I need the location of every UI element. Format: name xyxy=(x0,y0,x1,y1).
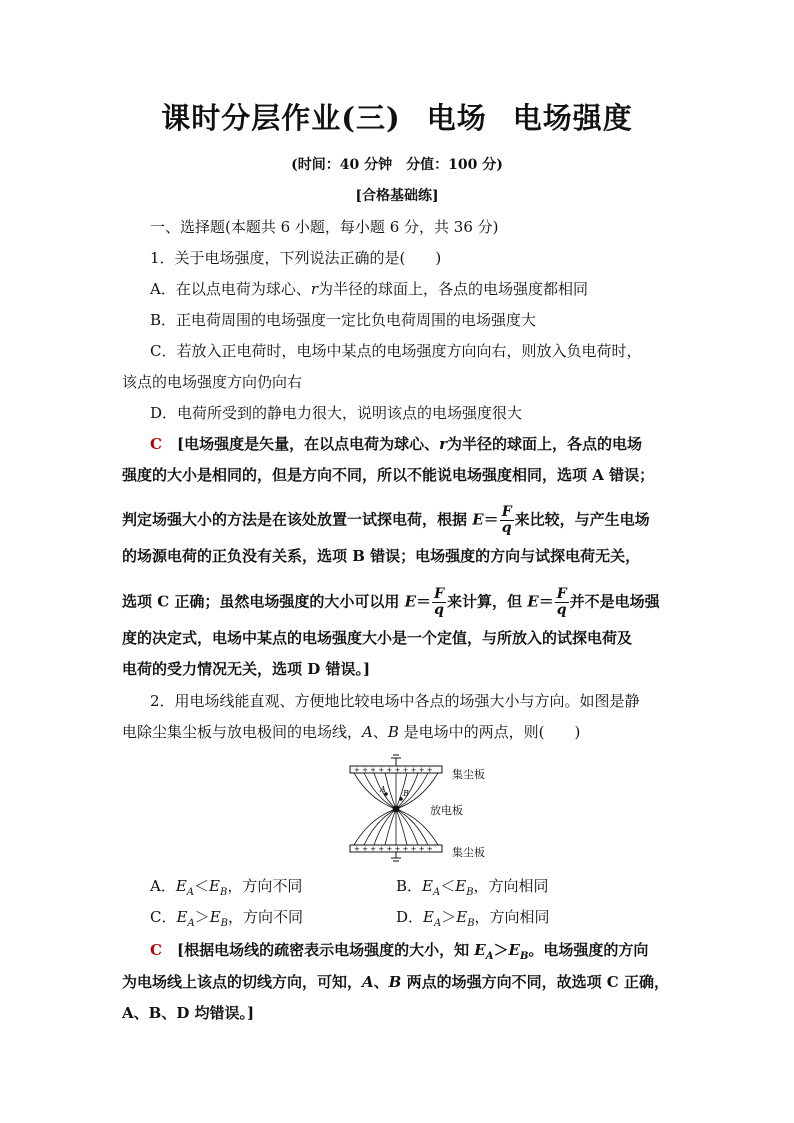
electric-field-diagram xyxy=(340,752,500,862)
q2-explanation-line1: C [根据电场线的疏密表示电场强度的大小，知 $E_A>E_B$。电场强度的方向 xyxy=(150,941,649,962)
q2-stem-line2: 电除尘集尘板与放电极间的电场线，A、B 是电场中的两点，则( ) xyxy=(122,723,581,741)
q1-option-d: D．电荷所受到的静电力很大，说明该点的电场强度很大 xyxy=(150,404,523,422)
title-subtopic: 电场强度 xyxy=(512,101,633,135)
q2-option-b: B．$E_A<E_B$，方向相同 xyxy=(396,877,549,898)
q2-option-a: A．$E_A<E_B$，方向不同 xyxy=(150,877,303,898)
q2-option-c: C．$E_A>E_B$，方向不同 xyxy=(150,908,304,929)
point-a-label: A xyxy=(380,785,386,794)
q1-option-a: A．在以点电荷为球心、r为半径的球面上，各点的电场强度都相同 xyxy=(150,280,589,298)
formula-fraction: $\frac{F}{q}$ xyxy=(556,586,567,618)
collector-plate-bottom-label: 集尘板 xyxy=(452,846,485,859)
q1-explanation-line3: 判定场强大小的方法是在该处放置一试探电荷，根据 E＝ $\frac{F}{q}$ 来比较，与产生电场 xyxy=(122,504,650,536)
q1-explanation-line7: 电荷的受力情况无关，选项 D 错误。] xyxy=(122,660,371,678)
q2-explanation-line3: A、B、D 均错误。] xyxy=(122,1004,255,1022)
section-tag: [合格基础练] xyxy=(355,188,439,204)
collector-plate-top-label: 集尘板 xyxy=(452,768,485,781)
q1-option-b: B．正电荷周围的电场强度一定比负电荷周围的电场强度大 xyxy=(150,311,537,329)
q1-explanation-line6: 度的决定式，电场中某点的电场强度大小是一个定值，与所放入的试探电荷及 xyxy=(122,629,633,647)
q1-explanation-line2: 强度的大小是相同的，但是方向不同，所以不能说电场强度相同，选项 A 错误； xyxy=(122,466,655,484)
title-topic: 电场 xyxy=(426,101,487,135)
q2-option-d: D．$E_A>E_B$，方向相同 xyxy=(396,908,550,929)
q1-option-c-line1: C．若放入正电荷时，电场中某点的电场强度方向向右，则放入负电荷时， xyxy=(150,342,642,360)
discharge-plate-label: 放电板 xyxy=(430,804,463,817)
q1-answer: C xyxy=(150,435,162,453)
q1-option-c-line2: 该点的电场强度方向仍向右 xyxy=(122,373,303,391)
section-heading: 一、选择题(本题共 6 小题，每小题 6 分，共 36 分) xyxy=(150,218,499,236)
formula-fraction: $\frac{F}{q}$ xyxy=(434,586,445,618)
q2-explanation-line2: 为电场线上该点的切线方向，可知，A、B 两点的场强方向不同，故选项 C 正确， xyxy=(122,973,669,991)
svg-text:+ + + + + + + + + +: + + + + + + + + + + xyxy=(354,766,433,774)
svg-text:+ + + + + + + + + +: + + + + + + + + + + xyxy=(354,845,433,853)
formula-fraction: $\frac{F}{q}$ xyxy=(501,504,512,536)
page-title xyxy=(0,96,794,137)
q1-explanation-line1: C [电场强度是矢量，在以点电荷为球心、r为半径的球面上，各点的电场 xyxy=(150,435,642,453)
point-b-label: B xyxy=(403,789,409,798)
q1-stem: 1．关于电场强度，下列说法正确的是( ) xyxy=(150,249,442,267)
time-info: (时间：40 分钟 分值：100 分) xyxy=(291,157,503,173)
q1-explanation-line4: 的场源电荷的正负没有关系，选项 B 错误；电场强度的方向与试探电荷无关， xyxy=(122,547,641,565)
title-lesson: 课时分层作业(三) xyxy=(161,101,401,135)
q2-stem-line1: 2．用电场线能直观、方便地比较电场中各点的场强大小与方向。如图是静 xyxy=(150,692,640,710)
q1-explanation-line5: 选项 C 正确；虽然电场强度的大小可以用 E＝ $\frac{F}{q}$ 来计算，但 E＝ $\frac{F}{q}$ 并不是电场强 xyxy=(122,586,660,618)
q2-answer: C xyxy=(150,941,162,959)
